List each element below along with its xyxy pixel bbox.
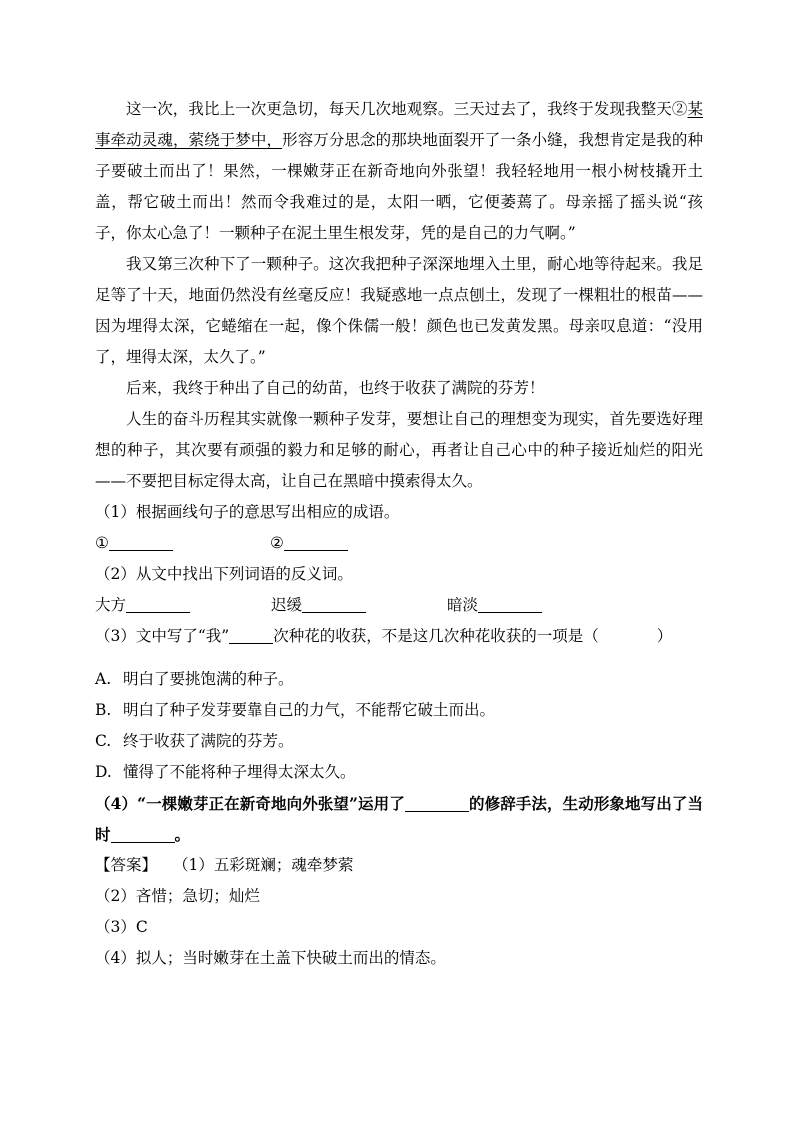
blank-1-group <box>95 528 270 559</box>
answer-label: 【答案】 <box>95 856 158 874</box>
answer-2: （2）吝惜；急切；灿烂 <box>95 887 260 905</box>
question-3-start: （3）文中写了“我” <box>95 627 230 645</box>
question-2: （2）从文中找出下列词语的反义词。 <box>95 565 353 583</box>
question-3-middle: 次种花的收获，不是这几次种花收获的一项是（ <box>273 627 599 645</box>
option-b-text: 明白了种子发芽要靠自己的力气，不能帮它破土而出。 <box>123 701 496 719</box>
question-4-end: 。 <box>174 825 191 844</box>
option-d-key: D. <box>95 763 112 781</box>
blank-1-marker: ① <box>95 534 109 552</box>
antonym-blank-2[interactable] <box>302 594 366 613</box>
question-3-options <box>95 664 703 788</box>
answer-4: （4）拟人；当时嫩芽在土盖下快破土而出的情态。 <box>95 949 446 967</box>
document-page <box>95 94 703 974</box>
passage-p1-start: 这一次，我比上一次更急切，每天几次地观察。三天过去了，我终于发现我整天② <box>126 100 688 118</box>
option-c-text: 终于收获了满院的芬芳。 <box>123 732 294 750</box>
option-d[interactable] <box>95 757 703 788</box>
passage-paragraph-1 <box>95 94 703 249</box>
option-d-text: 懂得了不能将种子埋得太深太久。 <box>123 763 356 781</box>
question-3 <box>95 621 703 652</box>
question-4-blank-1[interactable] <box>405 793 469 812</box>
antonym-group-1 <box>95 590 271 621</box>
antonym-word-3: 暗淡 <box>447 596 479 614</box>
question-3-end: ） <box>656 627 673 645</box>
passage-paragraph-3: 后来，我终于种出了自己的幼苗，也终于收获了满院的芬芳！ <box>126 379 545 397</box>
antonym-blank-1[interactable] <box>126 594 190 613</box>
answer-section <box>95 850 703 881</box>
question-2-blanks <box>95 590 703 621</box>
blank-2-marker: ② <box>270 534 284 552</box>
question-1: （1）根据画线句子的意思写出相应的成语。 <box>95 503 400 521</box>
answer-1: （1）五彩斑斓；魂牵梦萦 <box>173 856 354 874</box>
question-4 <box>95 788 703 850</box>
option-a-key: A. <box>95 670 112 688</box>
passage-paragraph-2: 我又第三次种下了一颗种子。这次我把种子深深地埋入土里，耐心地等待起来。我足足等了十天，地面仍然没有丝毫反应！我疑惑地一点点刨土，发现了一棵粗壮的根苗——因为埋得太深，它蜷缩在一起，像个侏儒一般！颜色也已发黄发黑。母亲叹息道：“没用了，埋得太深，太久了。” <box>95 255 703 366</box>
answer-3: （3）C <box>95 918 148 936</box>
passage-p1-end: 形容万分思念的那块地面裂开了一条小缝，我想肯定是我的种子要破土而出了！果然，一棵嫩芽正在新奇地向外张望！我轻轻地用一根小树枝撬开土盖，帮它破土而出！然而令我难过的是，太阳一晒，它便萎蔫了。母亲摇了摇头说“孩子，你太心急了！一颗种子在泥土里生根发芽，凭的是自己的力气啊。” <box>95 131 703 242</box>
option-b[interactable] <box>95 695 703 726</box>
question-1-blanks <box>95 528 703 559</box>
antonym-word-1: 大方 <box>95 596 127 614</box>
option-b-key: B. <box>95 701 112 719</box>
answer-blank-2[interactable] <box>284 532 348 551</box>
question-4-blank-2[interactable] <box>111 824 175 843</box>
passage-paragraph-4: 人生的奋斗历程其实就像一颗种子发芽，要想让自己的理想变为现实，首先要选好理想的种子，其次要有顽强的毅力和足够的耐心，再者让自己心中的种子接近灿烂的阳光——不要把目标定得太高，让自己在黑暗中摸索得太久。 <box>95 410 703 490</box>
option-a-text: 明白了要挑饱满的种子。 <box>123 670 294 688</box>
antonym-blank-3[interactable] <box>478 594 542 613</box>
antonym-group-2 <box>271 590 447 621</box>
underlined-sentence-2: 某事牵动灵魂，萦绕于梦中， <box>95 100 703 149</box>
question-4-start: （4）“一棵嫩芽正在新奇地向外张望”运用了 <box>95 794 405 813</box>
option-c-key: C. <box>95 732 112 750</box>
antonym-group-3 <box>447 590 542 621</box>
option-c[interactable] <box>95 726 703 757</box>
antonym-word-2: 迟缓 <box>271 596 303 614</box>
option-a[interactable] <box>95 664 703 695</box>
question-4-middle: 的修辞手法，生动形象地写出了当时 <box>95 794 703 844</box>
question-3-count-blank[interactable] <box>229 625 273 644</box>
blank-2-group <box>270 528 348 559</box>
answer-blank-1[interactable] <box>109 532 173 551</box>
